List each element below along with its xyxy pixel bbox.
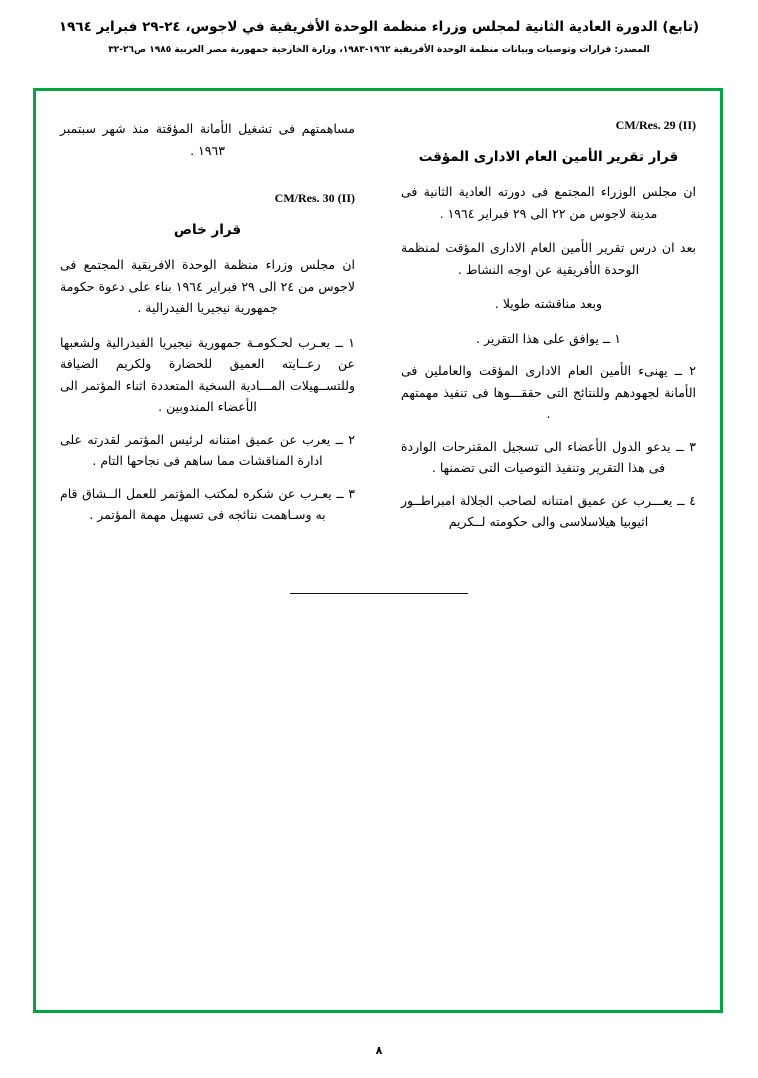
resolution-id-29: CM/Res. 29 (II) <box>615 118 696 132</box>
list-item <box>401 436 696 479</box>
continued-paragraph: مساهمتهم فى تشغيل الأمانة المؤقتة منذ شهر سبتمبر ١٩٦٣ . <box>60 121 355 158</box>
resolution-30-heading: قرار خاص <box>173 222 242 238</box>
paragraph: بعد ان درس تقرير الأمين العام الادارى المؤقت لمنظمة الوحدة الأفريقية عن اوجه النشاط . <box>401 240 696 277</box>
source-citation: المصدر: قرارات وتوصيات وبيانات منظمة الوحدة الأفريقية ١٩٦٢-١٩٨٣، وزارة الخارجية جمهورية مصر العربية ١٩٨٥ ص٢٦-٣٢ <box>108 45 650 56</box>
list-item <box>60 332 355 418</box>
body-columns <box>60 118 696 533</box>
list-item <box>60 429 355 472</box>
paragraph: ان مجلس وزراء منظمة الوحدة الافريقية المجتمع فى لاجوس من ٢٤ الى ٢٩ فبراير ١٩٦٤ بناء على دعوة حكومة جمهورية نيجيريا الفيدرالية . <box>60 257 355 315</box>
list-item <box>401 360 696 425</box>
section-divider <box>290 593 468 594</box>
paragraph: ان مجلس الوزراء المجتمع فى دورته العادية الثانية فى مدينة لاجوس من ٢٢ الى ٢٩ فبراير ١٩٦٤ . <box>401 184 696 221</box>
list-item-text: ١ ــ يعـرب لحـكومـة جمهورية نيجيريا الفيدرالية ولشعبها عن رعــايته العميق للحضارة ولكريم الضيافة وللتســهيلات المـــادية السخية المتعددة اثناء المؤتمر الى الأعضاء المندوبين . <box>60 334 355 414</box>
list-item-text: ٣ ــ يعـرب عن شكره لمكتب المؤتمر للعمل الــشاق قام به وسـاهمت نتائجه فى تسهيل مهمة المؤتمر . <box>60 485 355 522</box>
list-item-text: ٢ ــ يعرب عن عميق امتنانه لرئيس المؤتمر لقدرته على ادارة المناقشات مما ساهم فى نجاحها التام . <box>60 431 355 468</box>
continued-paragraph-block <box>60 118 355 161</box>
paragraph-block <box>401 181 696 224</box>
list-item <box>401 490 696 533</box>
list-item-text: ٢ ــ يهنىء الأمين العام الادارى المؤقت والعاملين فى الأمانة لجهودهم وللنتائج التى حققـــوها فى تنفيذ مهمتهم . <box>401 363 696 421</box>
paragraph-block <box>60 254 355 319</box>
list-item-text: ٣ ــ يدعو الدول الأعضاء الى تسجيل المقترحات الواردة فى هذا التقرير وتنفيذ التوصيات التى تضمنها . <box>401 438 696 475</box>
paragraph-block <box>401 293 696 315</box>
list-item-text: ٤ ــ يعـــرب عن عميق امتنانه لصاحب الجلالة امبراطــور اثيوبيا هيلاسلاسى والى حكومته لــكريم <box>401 492 696 529</box>
paragraph: وبعد مناقشته طويلا . <box>494 296 603 311</box>
page-title: (تابع) الدورة العادية الثانية لمجلس وزراء منظمة الوحدة الأفريقية في لاجوس، ٢٤-٢٩ فبراير ١٩٦٤ <box>58 19 700 35</box>
column-left <box>60 118 355 533</box>
column-right <box>401 118 696 533</box>
page-number: ٨ <box>375 1044 383 1057</box>
list-item <box>401 328 696 350</box>
document-header <box>0 18 758 57</box>
resolution-id-30: CM/Res. 30 (II) <box>274 191 355 205</box>
list-item-text: ١ ــ يوافق على هذا التقرير . <box>476 330 621 346</box>
resolution-29-heading: قرار تقرير الأمين العام الادارى المؤقت <box>418 149 679 165</box>
paragraph-block <box>401 237 696 280</box>
list-item <box>60 483 355 526</box>
